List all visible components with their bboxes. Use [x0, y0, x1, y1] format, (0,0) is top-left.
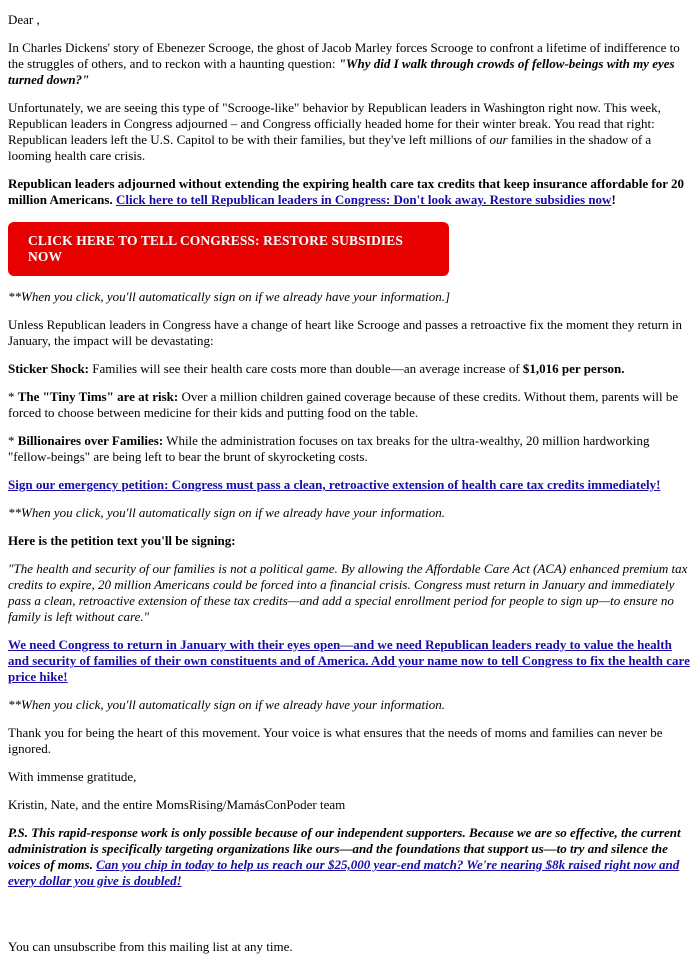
billionaires-text: While the administration focuses on tax breaks for the ultra-wealthy, 20 million hardworking "fellow-beings" are being left to bear the brunt of skyrocketing costs.	[8, 433, 650, 464]
petition-heading-text: Here is the petition text you'll be signing:	[8, 533, 236, 548]
our-emphasis: our	[489, 132, 508, 147]
adjourned-bold: Republican leaders adjourned without extending the expiring health care tax credits that keep insurance affordable for 20 million Americans.	[8, 176, 684, 207]
tiny-tims-item	[8, 389, 690, 421]
auto-sign-note-3: **When you click, you'll automatically sign on if we already have your information.	[8, 697, 445, 712]
scrooge-paragraph	[8, 100, 690, 164]
petition-heading	[8, 533, 690, 549]
intro-paragraph	[8, 40, 690, 88]
ps-text: P.S. This rapid-response work is only possible because of our independent supporters. Because we are so effective, the current administration is specifically targeting organizations like ours—and the foundations that support us—to try and silence the voices of moms.	[8, 825, 681, 872]
donate-link-text: Can you chip in today to help us reach our $25,000 year-end match? We're nearing $8k raised right now and every dollar you give is doubled!	[8, 857, 680, 888]
petition-link-paragraph	[8, 477, 690, 493]
sticker-shock-text: Families will see their health care costs more than double—an average increase of	[89, 361, 523, 376]
tiny-tims-text: Over a million children gained coverage because of these credits. Without them, parents will be forced to choose between medicine for their kids and putting food on the table.	[8, 389, 679, 420]
billionaires-label: Billionaires over Families:	[17, 433, 164, 448]
intro-text: In Charles Dickens' story of Ebenezer Scrooge, the ghost of Jacob Marley forces Scrooge to confront a lifetime of indifference to the struggles of others, and to reckon with a haunting question:	[8, 40, 680, 71]
billionaires-item	[8, 433, 690, 465]
exclamation: !	[611, 192, 616, 207]
closing: With immense gratitude,	[8, 769, 137, 784]
ps-paragraph	[8, 825, 690, 889]
greeting: Dear ,	[8, 12, 40, 27]
bullet: *	[8, 389, 18, 404]
tiny-tims-label: The "Tiny Tims" are at risk:	[17, 389, 179, 404]
sticker-shock-label: Sticker Shock:	[8, 361, 90, 376]
impact-paragraph: Unless Republican leaders in Congress have a change of heart like Scrooge and passes a retroactive fix the moment they return in January, the impact will be devastating:	[8, 317, 682, 348]
marley-quote: "Why did I walk through crowds of fellow-beings with my eyes turned down?"	[8, 56, 675, 87]
sticker-shock-amount: $1,016 per person.	[522, 361, 625, 376]
auto-sign-note-2: **When you click, you'll automatically sign on if we already have your information.	[8, 505, 445, 520]
adjourned-paragraph	[8, 176, 690, 208]
signature: Kristin, Nate, and the entire MomsRising/MamásConPoder team	[8, 797, 346, 812]
scrooge-text-end: families in the shadow of a looming health care crisis.	[8, 132, 652, 163]
auto-sign-note-1: **When you click, you'll automatically sign on if we already have your information.]	[8, 289, 451, 304]
email-body	[8, 12, 690, 967]
add-your-name-link[interactable]: We need Congress to return in January with their eyes open—and we need Republican leaders ready to value the health and security of families of their own constituents and of America. Add your name now to tell Congress to fix the health care price hike!	[8, 637, 690, 684]
restore-subsidies-link[interactable]: Click here to tell Republican leaders in Congress: Don't look away. Restore subsidies now	[115, 192, 612, 207]
petition-text: "The health and security of our families is not a political game. By allowing the Affordable Care Act (ACA) enhanced premium tax credits to expire, 20 million Americans could be forced into a financial crisis. Congress must return in January and immediately pass a clean, retroactive extension of these tax credits—and add a special enrollment period for people to sign up—to ensure no family is left without care."	[8, 561, 688, 624]
sticker-shock-item	[8, 361, 690, 377]
donate-link[interactable]	[8, 857, 679, 888]
thanks-paragraph: Thank you for being the heart of this movement. Your voice is what ensures that the needs of moms and families can never be ignored.	[8, 725, 663, 756]
bullet: *	[8, 433, 18, 448]
spacer	[8, 901, 690, 939]
restore-subsidies-button[interactable]: CLICK HERE TO TELL CONGRESS: RESTORE SUBSIDIES NOW	[8, 222, 449, 276]
emergency-petition-link[interactable]: Sign our emergency petition: Congress must pass a clean, retroactive extension of health care tax credits immediately!	[8, 477, 661, 492]
scrooge-text: Unfortunately, we are seeing this type of "Scrooge-like" behavior by Republican leaders in Washington right now. This week, Republican leaders in Congress adjourned – and Congress officially headed home for their winter break. You read that right: Republican leaders left the U.S. Capitol to be with their families, but they've left millions of	[8, 100, 661, 147]
unsubscribe-notice: You can unsubscribe from this mailing list at any time.	[8, 939, 293, 954]
congress-link-paragraph	[8, 637, 690, 685]
